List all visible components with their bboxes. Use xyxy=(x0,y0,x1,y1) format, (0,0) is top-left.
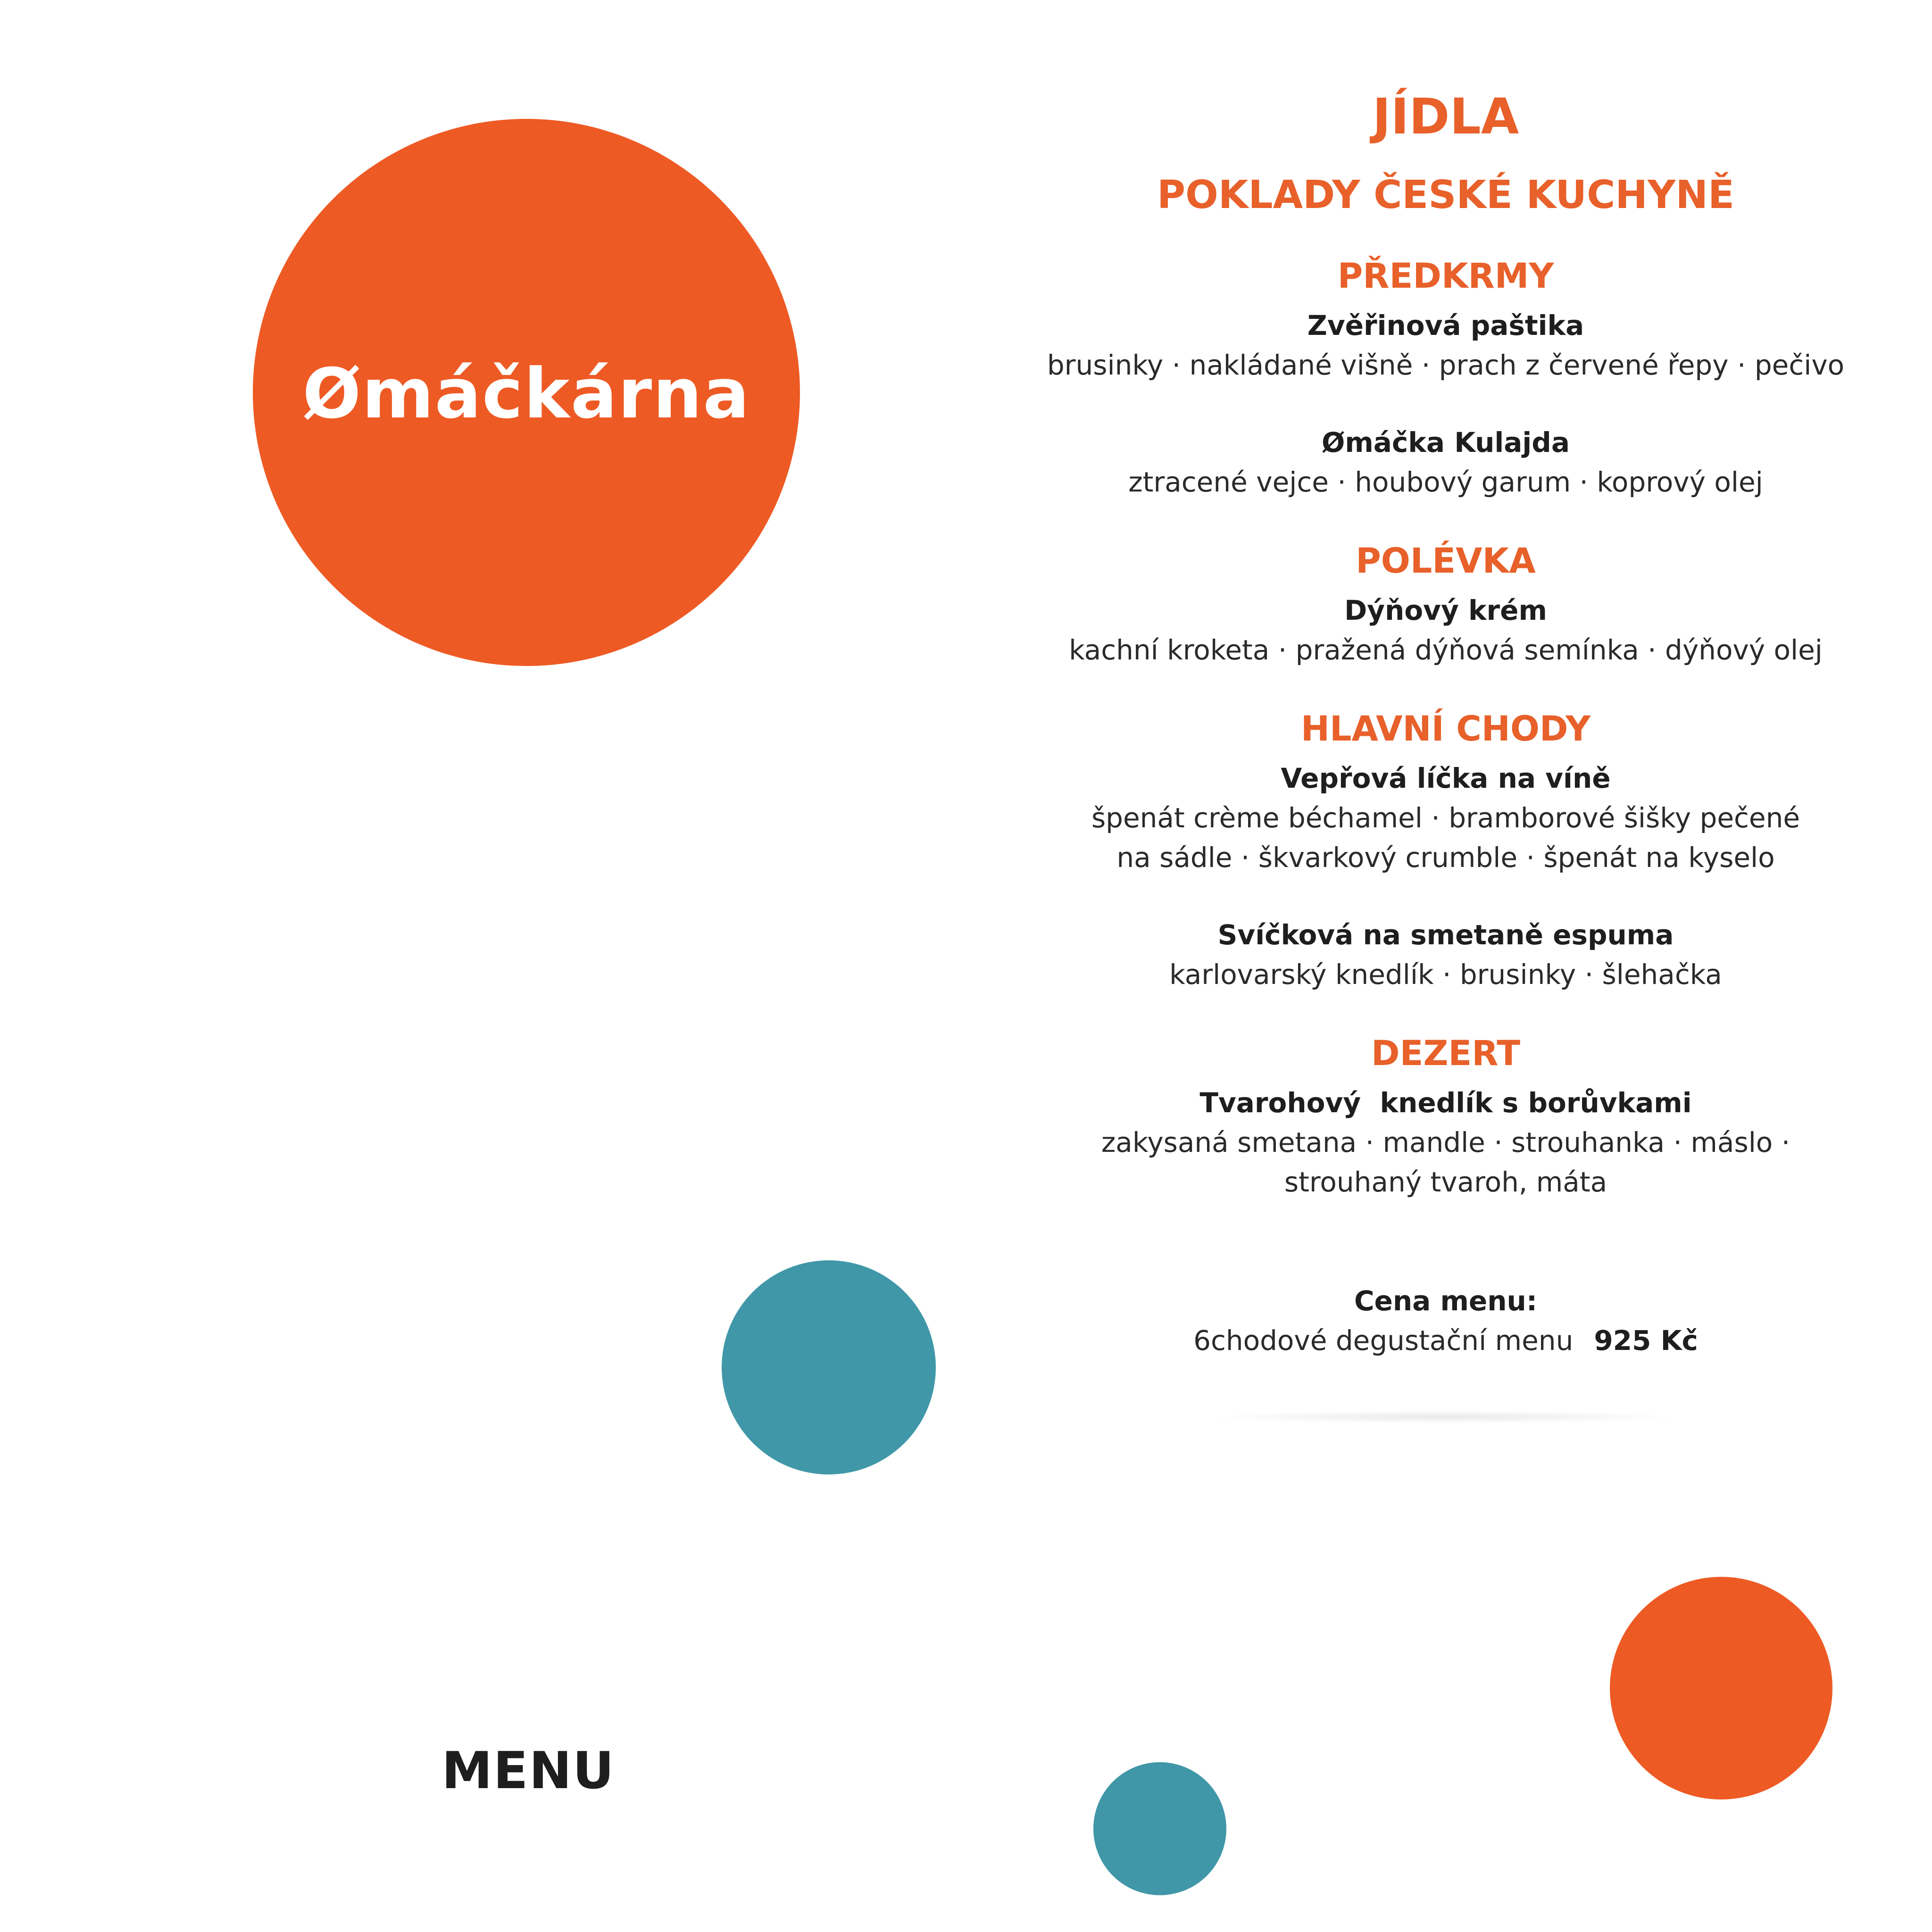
dish-description: ztracené vejce · houbový garum · koprový olej xyxy=(1128,466,1763,498)
dish xyxy=(1014,758,1877,877)
menu-label: MENU xyxy=(441,1741,615,1800)
restaurant-logo-text: Ømáčkárna xyxy=(302,354,750,434)
dish-description: špenát crème béchamel · bramborové šišky pečené xyxy=(1091,802,1800,834)
price-value: 925 Kč xyxy=(1594,1324,1698,1357)
menu-title: JÍDLA xyxy=(1372,88,1519,145)
price-line xyxy=(1014,1321,1877,1360)
teal-circle-large xyxy=(722,1260,936,1474)
section-starters xyxy=(1014,254,1877,502)
orange-circle-small xyxy=(1610,1577,1832,1799)
dish-description: kachní kroketa · pražená dýňová semínka · dýňový olej xyxy=(1069,634,1823,666)
dish-description: karlovarský knedlík · brusinky · šlehačka xyxy=(1169,958,1722,991)
price-block xyxy=(1014,1281,1877,1360)
dish-description: strouhaný tvaroh, máta xyxy=(1284,1166,1607,1198)
dish xyxy=(1014,915,1877,994)
section-main-courses xyxy=(1014,707,1877,994)
dish-description: brusinky · nakládané višně · prach z červené řepy · pečivo xyxy=(1047,349,1845,381)
logo-circle xyxy=(253,119,800,666)
section-heading: HLAVNÍ CHODY xyxy=(1300,709,1591,749)
dish-name: Ømáčka Kulajda xyxy=(1322,426,1570,458)
menu-column xyxy=(1014,86,1877,1360)
price-label: Cena menu: xyxy=(1354,1285,1538,1317)
teal-circle-small xyxy=(1093,1762,1226,1895)
dish-name: Zvěřinová paštika xyxy=(1307,309,1584,341)
dish-name: Svíčková na smetaně espuma xyxy=(1217,919,1674,951)
dish xyxy=(1014,306,1877,385)
section-heading: POLÉVKA xyxy=(1356,541,1536,581)
dish-name: Dýňový krém xyxy=(1344,594,1547,626)
dish-name: Vepřová líčka na víně xyxy=(1281,762,1611,794)
section-heading: PŘEDKRMY xyxy=(1337,256,1554,296)
dish-description: na sádle · škvarkový crumble · špenát na kyselo xyxy=(1116,841,1775,874)
section-heading: DEZERT xyxy=(1371,1033,1520,1074)
menu-subtitle: POKLADY ČESKÉ KUCHYNĚ xyxy=(1157,173,1734,217)
dish-name: Tvarohový knedlík s borůvkami xyxy=(1199,1087,1692,1119)
price-description: 6chodové degustační menu xyxy=(1193,1324,1574,1357)
section-dessert xyxy=(1014,1031,1877,1202)
dish xyxy=(1014,591,1877,670)
blurred-smudge xyxy=(1208,1410,1679,1424)
dish xyxy=(1014,423,1877,502)
dish xyxy=(1014,1083,1877,1202)
dish-description: zakysaná smetana · mandle · strouhanka · máslo · xyxy=(1101,1126,1790,1158)
section-soup xyxy=(1014,539,1877,670)
